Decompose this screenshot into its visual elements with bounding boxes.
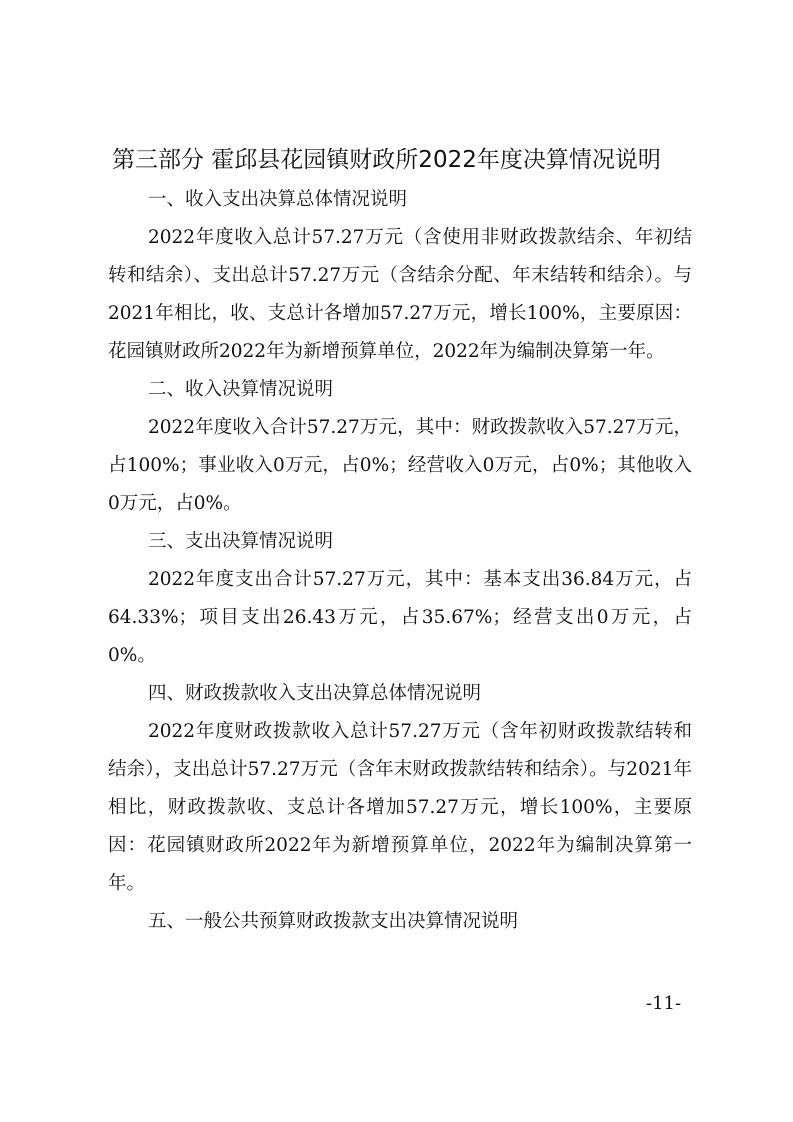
section-heading-3: 三、支出决算情况说明: [148, 531, 334, 552]
section-paragraph-2: 2022年度收入合计57.27万元，其中：财政拨款收入57.27万元，占100%；事业收入0万元，占0%；经营收入0万元，占0%；其他收入0万元，占0%。: [108, 417, 692, 514]
page-number: -11-: [646, 993, 682, 1014]
section-paragraph-3: 2022年度支出合计57.27万元，其中：基本支出36.84万元，占64.33%；项目支出26.43万元，占35.67%；经营支出0万元，占0%。: [108, 569, 692, 666]
section-heading-2: 二、收入决算情况说明: [148, 379, 334, 400]
section-heading-1: 一、收入支出决算总体情况说明: [148, 189, 408, 210]
section-paragraph-4: 2022年度财政拨款收入总计57.27万元（含年初财政拨款结转和结余），支出总计57.27万元（含年末财政拨款结转和结余）。与2021年相比，财政拨款收、支总计各增加57.27万元，增长100%，主要原因：花园镇财政所2022年为新增预算单位，2022年为编制决算第一年。: [108, 721, 692, 894]
section-paragraph-1: 2022年度收入总计57.27万元（含使用非财政拨款结余、年初结转和结余）、支出总计57.27万元（含结余分配、年末结转和结余）。与2021年相比，收、支总计各增加57.27万元，增长100%，主要原因：花园镇财政所2022年为新增预算单位，2022年为编制决算第一年。: [108, 227, 692, 362]
section-heading-4: 四、财政拨款收入支出决算总体情况说明: [148, 683, 482, 704]
document-body: [108, 181, 692, 941]
section-heading-5: 五、一般公共预算财政拨款支出决算情况说明: [148, 911, 519, 932]
document-title: 第三部分 霍邱县花园镇财政所2022年度决算情况说明: [112, 147, 661, 173]
